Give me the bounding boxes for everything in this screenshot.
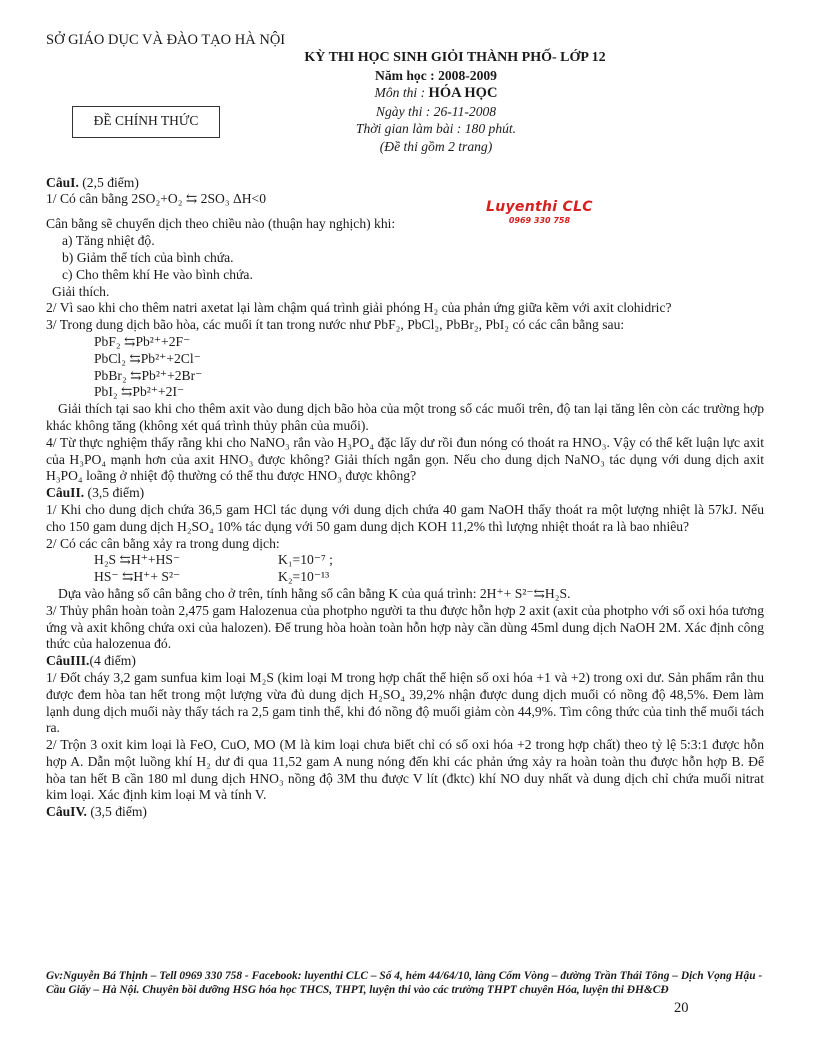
q3-part1: 1/ Đốt cháy 3,2 gam sunfua kim loại M₂S (kim loại M trong hợp chất thể hiện số oxi hóa +1 và +2) trong oxi dư. Sản phẩm rắn thu được đem hòa tan hết trong một lượng vừa đủ dung dịch H₂SO₄ 39,2% nhận được dung dịch muối có nồng độ 48,5%. Đem làm lạnh dung dịch muối này thấy tách ra 2,5 gam tinh thể, khi đó nồng độ muối giảm còn 44,9%. Tìm công thức của tinh thể muối tách ra. xyxy=(46,669,764,736)
q1-option-a: a) Tăng nhiệt độ. xyxy=(62,233,155,249)
q1-eq-pbcl2: PbCl₂ ⇆Pb²⁺+2Cl⁻ xyxy=(94,350,201,366)
subject-line xyxy=(276,84,596,103)
question-3-heading xyxy=(46,653,764,670)
department-name: SỞ GIÁO DỤC VÀ ĐÀO TẠO HÀ NỘI xyxy=(46,32,286,48)
q1-equations xyxy=(46,334,764,401)
question-1-points: (2,5 điểm) xyxy=(78,174,139,190)
footer-contact: Gv:Nguyễn Bá Thịnh – Tell 0969 330 758 - Facebook: luyenthi CLC – Số 4, hẻm 44/64/10, làng Cốm Vòng – đường Trần Thái Tông – Dịch Vọng Hậu - Cầu Giấy – Hà Nội. Chuyên bồi dưỡng HSG hóa học THCS, THPT, luyện thi vào các trường THPT chuyên Hóa, luyện thi ĐH&CĐ xyxy=(46,970,763,996)
q3-part2: 2/ Trộn 3 oxit kim loại là FeO, CuO, MO (M là kim loại chưa biết chỉ có số oxi hóa +2 trong hợp chất) theo tỷ lệ 5:3:1 được hỗn hợp A. Dẫn một luồng khí H₂ dư đi qua 11,52 gam A nung nóng đến khi các phản ứng xảy ra hoàn toàn thu được hỗn hợp B. Để hòa tan hết B cần 180 ml dung dịch HNO₃ nồng độ 3M thu được V lít (đktc) khí NO duy nhất và dung dịch chỉ chứa muối nitrat kim loại. Xác định kim loại M và tính V. xyxy=(46,737,764,803)
q2-k2: K₂=10⁻¹³ xyxy=(278,569,330,585)
q1-part1-text: Cân bằng sẽ chuyển dịch theo chiều nào (thuận hay nghịch) khi: xyxy=(46,216,396,232)
question-3-title: CâuIII. xyxy=(46,653,90,669)
q2-k1: K₁=10⁻⁷ ; xyxy=(278,552,333,568)
question-2-points: (3,5 điểm) xyxy=(84,485,145,501)
school-year: Năm học : 2008-2009 xyxy=(375,67,497,83)
question-2 xyxy=(46,485,764,653)
question-2-heading xyxy=(46,485,764,502)
q1-eq-pbi2: PbI₂ ⇆Pb²⁺+2I⁻ xyxy=(94,384,185,400)
question-1-title: CâuI. xyxy=(46,174,79,190)
q2-eq-row-2 xyxy=(94,569,764,586)
q1-part2: 2/ Vì sao khi cho thêm natri axetat lại làm chậm quá trình giải phóng H₂ của phản ứng giữa kẽm với axit clohidric? xyxy=(46,300,672,316)
exam-header xyxy=(46,67,764,175)
question-2-title: CâuII. xyxy=(46,485,85,501)
q1-part3-question: Giải thích tại sao khi cho thêm axit vào dung dịch bão hòa của một trong số các muối trên, độ tan lại tăng lên còn các trường hợp khác không tăng (không xét quá trình thủy phân của muối). xyxy=(46,401,764,433)
question-1 xyxy=(46,175,764,486)
q2-part3: 3/ Thủy phân hoàn toàn 2,475 gam Halozenua của photpho người ta thu được hỗn hợp 2 axit (axit của photpho với số oxi hóa tương ứng và axit không chứa oxi của halozen). Để trung hòa hoàn toàn hỗn hợp này cần dùng 45ml dung dịch NaOH 2M. Xác định công thức của halozenua đó. xyxy=(46,602,764,652)
q2-equations xyxy=(46,552,764,586)
q1-part1-equation: 2SO₂+O₂ ⇆ 2SO₃ ΔH<0 xyxy=(131,191,266,207)
exam-duration: Thời gian làm bài : 180 phút. xyxy=(355,121,517,137)
question-3-points: (4 điểm) xyxy=(89,653,136,669)
question-4-heading xyxy=(46,804,764,821)
q1-eq-pbbr2: PbBr₂ ⇆Pb²⁺+2Br⁻ xyxy=(94,367,203,383)
q1-option-c: c) Cho thêm khí He vào bình chứa. xyxy=(62,266,253,282)
subject-name: HÓA HỌC xyxy=(428,85,498,102)
question-4-title: CâuIV. xyxy=(46,804,87,820)
page-number: 20 xyxy=(674,1000,689,1016)
q1-part1-equation-line xyxy=(46,191,764,210)
q1-options xyxy=(46,233,764,283)
q1-part3: 3/ Trong dung dịch bão hòa, các muối ít tan trong nước như PbF₂, PbCl₂, PbBr₂, PbI₂ có các cân bằng sau: xyxy=(46,317,625,333)
q2-eq-1: H₂S ⇆H⁺+HS⁻ xyxy=(94,552,181,568)
q1-explain: Giải thích. xyxy=(52,283,110,299)
exam-title: KỲ THI HỌC SINH GIỎI THÀNH PHỐ- LỚP 12 xyxy=(304,49,606,65)
watermark-logo xyxy=(486,199,593,230)
q2-part2: 2/ Có các cân bằng xảy ra trong dung dịch: xyxy=(46,535,280,551)
pages-note: (Đề thi gồm 2 trang) xyxy=(379,138,493,154)
watermark-phone: 0969 330 758 xyxy=(508,215,571,225)
subject-label: Môn thi : xyxy=(374,85,429,101)
exam-info xyxy=(276,67,596,156)
watermark-name: Luyenthi CLC xyxy=(486,199,593,215)
q2-part1: 1/ Khi cho dung dịch chứa 36,5 gam HCl tác dụng với dung dịch chứa 40 gam NaOH thấy thoát ra một lượng nhiệt là 57kJ. Nếu cho 150 gam dung dịch H₂SO₄ 10% tác dụng với 50 gam dung dịch KOH 11,2% thì lượng nhiệt thoát ra là bao nhiêu? xyxy=(46,501,764,534)
q1-part4: 4/ Từ thực nghiệm thấy rằng khi cho NaNO₃ rắn vào H₃PO₄ đặc lấy dư rồi đun nóng có thoát ra HNO₃. Vậy có thể kết luận lực axit của H₃PO₄ mạnh hơn của axit HNO₃ được không? Giải thích ngắn gọn. Nếu cho dung dịch NaNO₃ tác dụng với dung dịch axit H₃PO₄ loãng ở nhiệt độ thường có thể thu được HNO₃ được không? xyxy=(46,434,764,484)
q1-option-b: b) Giảm thể tích của bình chứa. xyxy=(62,249,234,265)
exam-date: Ngày thi : 26-11-2008 xyxy=(375,103,497,119)
question-3 xyxy=(46,653,764,804)
question-4-points: (3,5 điểm) xyxy=(86,804,147,820)
q2-eq-row-1 xyxy=(94,552,764,569)
official-stamp-box: ĐỀ CHÍNH THỨC xyxy=(72,106,220,138)
q1-eq-pbf2: PbF₂ ⇆Pb²⁺+2F⁻ xyxy=(94,333,191,349)
q2-part2-question: Dựa vào hằng số cân bằng cho ở trên, tính hằng số cân bằng K của quá trình: 2H⁺+ S²⁻⇆H₂S. xyxy=(58,585,571,601)
q1-part1-label: 1/ Có cân bằng xyxy=(46,191,132,207)
question-1-heading xyxy=(46,175,764,192)
q2-eq-2: HS⁻ ⇆H⁺+ S²⁻ xyxy=(94,569,181,585)
